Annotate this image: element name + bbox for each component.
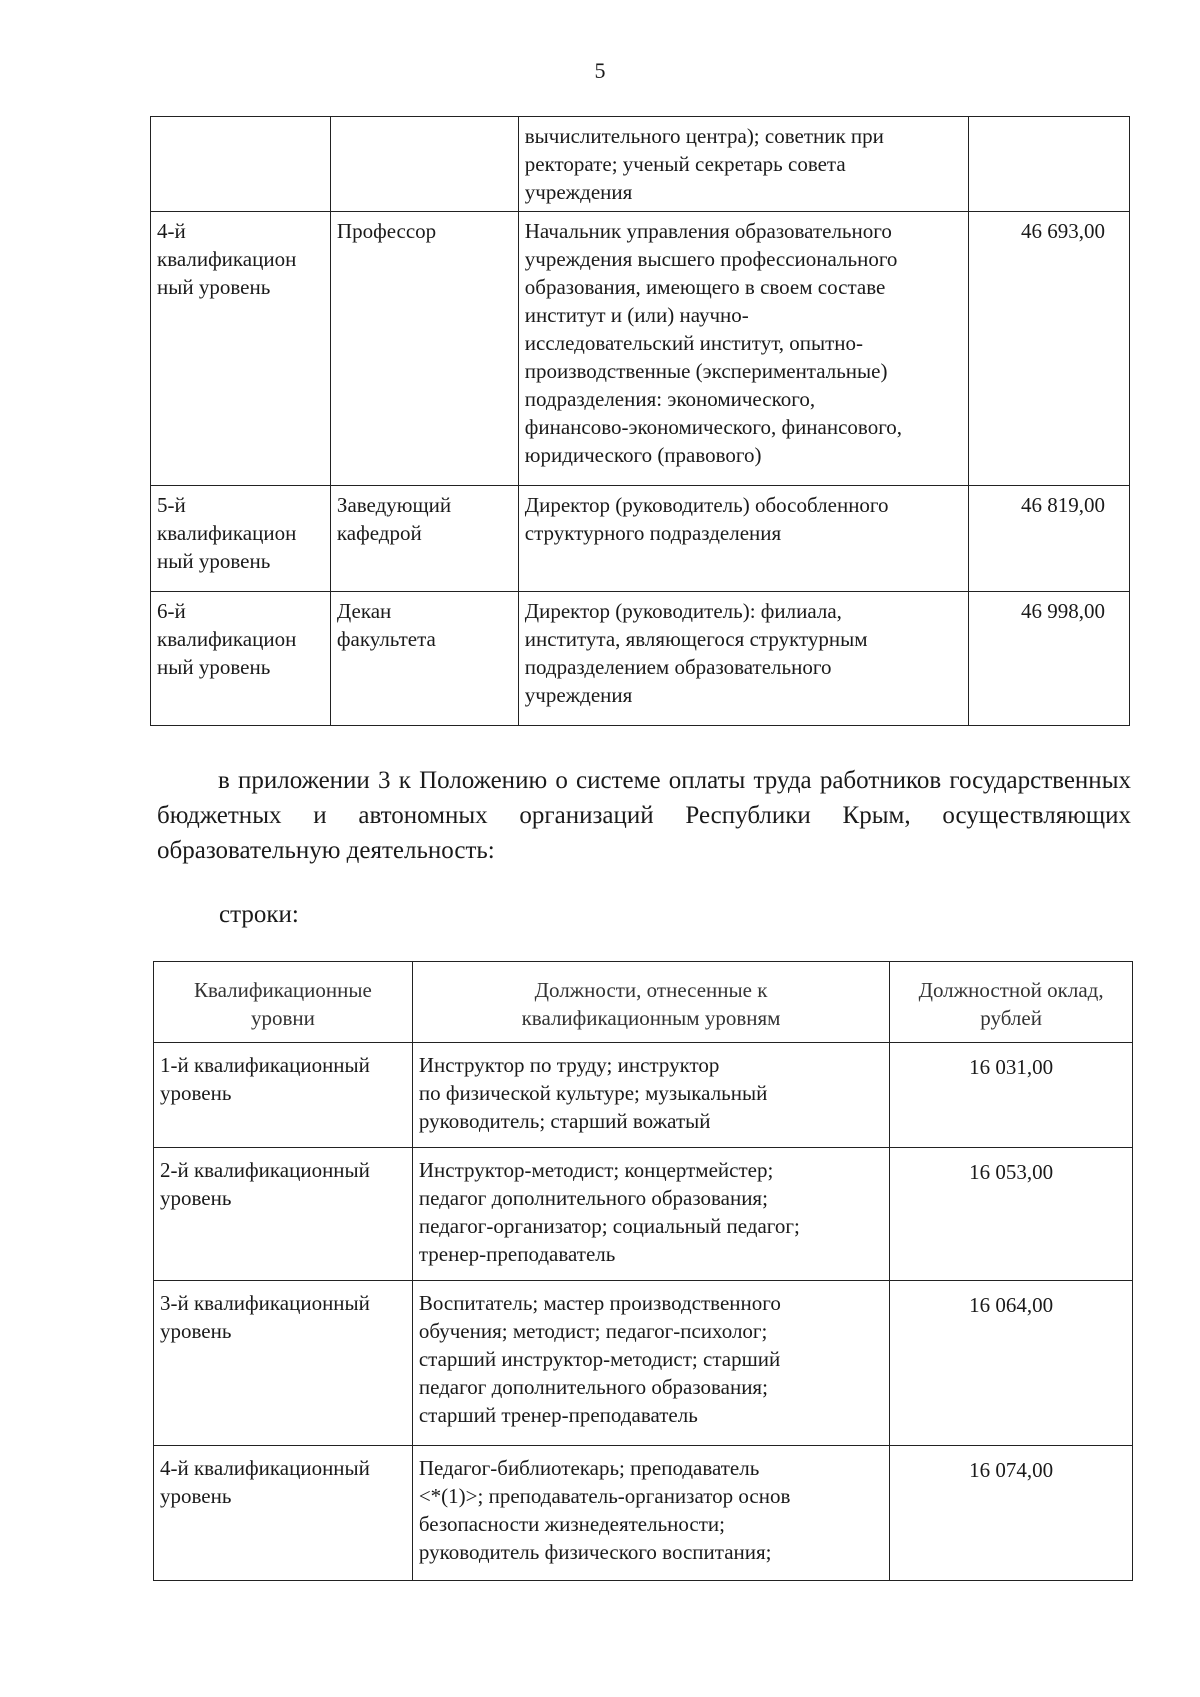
table-header-row: [154, 962, 1133, 1043]
column-header-salary: Должностной оклад, рублей: [890, 962, 1133, 1043]
qualification-level-cell: 1-й квалификационный уровень: [154, 1043, 413, 1148]
qualification-level-cell: 4-й квалификационный уровень: [154, 1446, 413, 1581]
qualification-level-cell: 4-й квалификацион ный уровень: [151, 212, 331, 486]
salary-cell: [969, 117, 1130, 212]
table-row: [151, 117, 1130, 212]
qualification-level-cell: [151, 117, 331, 212]
position-cell: Профессор: [330, 212, 518, 486]
roles-cell: Директор (руководитель): филиала, института, являющегося структурным подразделением образовательного учреждения: [518, 592, 968, 726]
salary-cell: 16 064,00: [890, 1281, 1133, 1446]
table-row: [151, 592, 1130, 726]
position-cell: Декан факультета: [330, 592, 518, 726]
table-row: [154, 1446, 1133, 1581]
column-header-levels: Квалификационные уровни: [154, 962, 413, 1043]
salary-cell: 46 819,00: [969, 486, 1130, 592]
salary-cell: 16 074,00: [890, 1446, 1133, 1581]
qualification-level-cell: 3-й квалификационный уровень: [154, 1281, 413, 1446]
page-number: 5: [594, 58, 606, 83]
table-row: [151, 486, 1130, 592]
salary-cell: 46 693,00: [969, 212, 1130, 486]
salary-cell: 16 031,00: [890, 1043, 1133, 1148]
column-header-positions: Должности, отнесенные к квалификационным уровням: [412, 962, 889, 1043]
qualification-level-cell: 6-й квалификацион ный уровень: [151, 592, 331, 726]
salary-cell: 16 053,00: [890, 1148, 1133, 1281]
rows-label: строки:: [219, 901, 299, 928]
roles-cell: Инструктор по труду; инструктор по физической культуре; музыкальный руководитель; старший вожатый: [412, 1043, 889, 1148]
qualification-level-cell: 2-й квалификационный уровень: [154, 1148, 413, 1281]
roles-cell: Педагог-библиотекарь; преподаватель <*(1)>; преподаватель-организатор основ безопасности жизнедеятельности; руководитель физического воспитания;: [412, 1446, 889, 1581]
table-row: [154, 1281, 1133, 1446]
roles-cell: Воспитатель; мастер производственного обучения; методист; педагог-психолог; старший инструктор-методист; старший педагог дополнительного образования; старший тренер-преподаватель: [412, 1281, 889, 1446]
salary-table-education: [153, 961, 1133, 1581]
qualification-level-cell: 5-й квалификацион ный уровень: [151, 486, 331, 592]
salary-cell: 46 998,00: [969, 592, 1130, 726]
roles-cell: вычислительного центра); советник при ректорате; ученый секретарь совета учреждения: [518, 117, 968, 212]
roles-cell: Директор (руководитель) обособленного структурного подразделения: [518, 486, 968, 592]
position-cell: [330, 117, 518, 212]
table-row: [151, 212, 1130, 486]
table-row: [154, 1148, 1133, 1281]
salary-table-university: [150, 116, 1130, 726]
roles-cell: Инструктор-методист; концертмейстер; педагог дополнительного образования; педагог-организатор; социальный педагог; тренер-преподаватель: [412, 1148, 889, 1281]
body-paragraph: в приложении 3 к Положению о системе оплаты труда работников государственных бюджетных и автономных организаций Республики Крым, осуществляющих образовательную деятельность:: [157, 767, 1131, 864]
position-cell: Заведующий кафедрой: [330, 486, 518, 592]
roles-cell: Начальник управления образовательного учреждения высшего профессионального образования, имеющего в своем составе институт и (или) научно- исследовательский институт, опытно- производственные (экспериментальные) подразделения: экономического, финансово-экономического, финансового, юридического (правового): [518, 212, 968, 486]
table-row: [154, 1043, 1133, 1148]
